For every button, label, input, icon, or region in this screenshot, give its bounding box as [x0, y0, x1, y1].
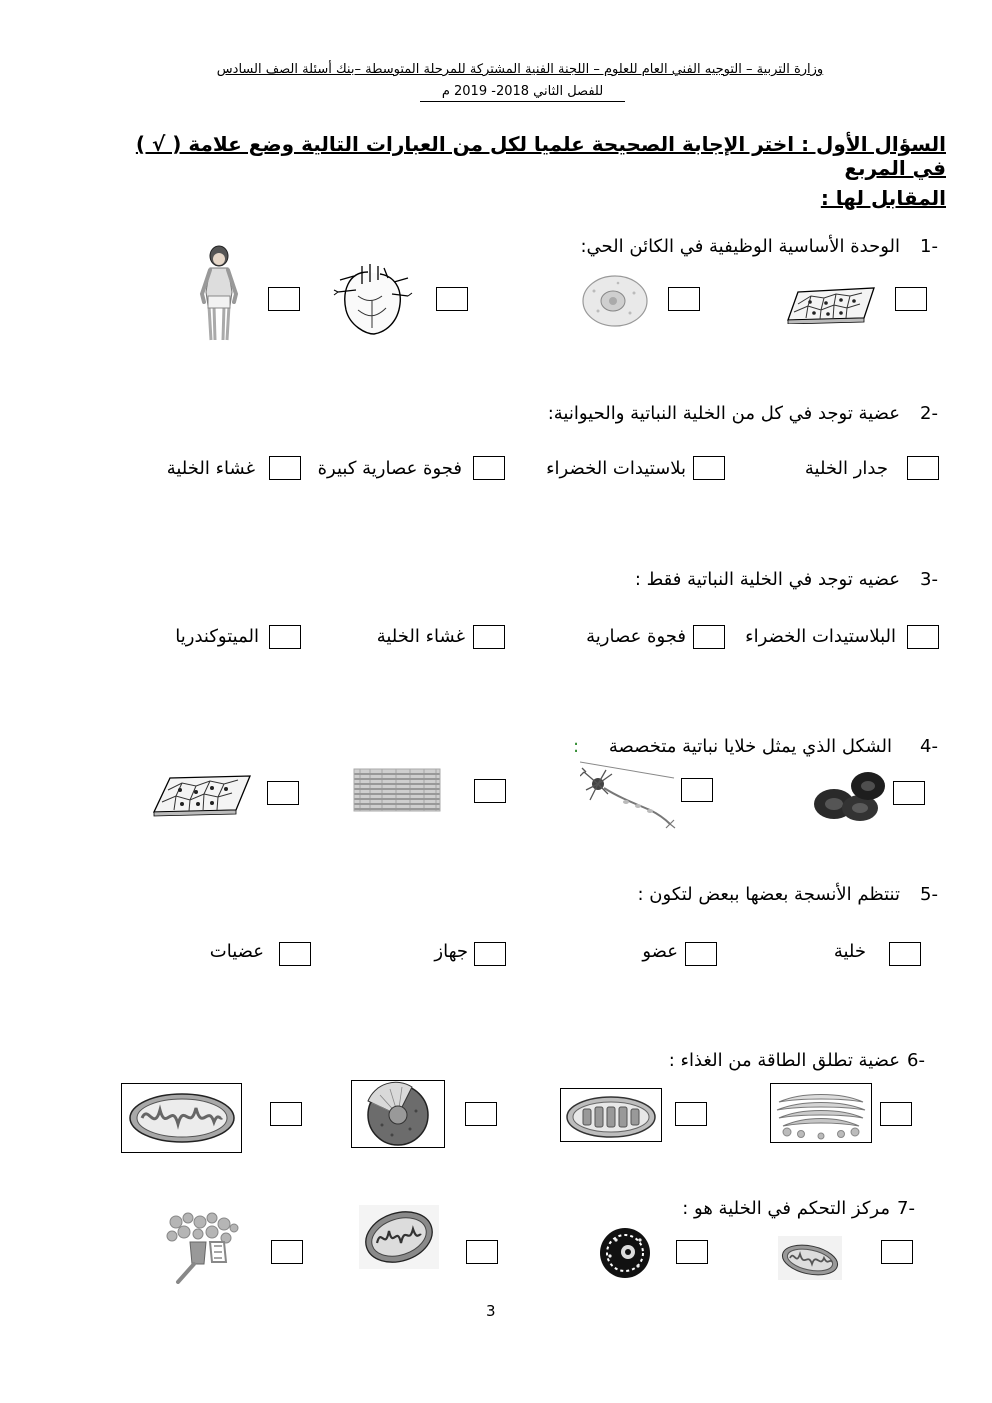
neuron-icon	[580, 760, 676, 830]
answer-checkbox[interactable]	[270, 1102, 302, 1126]
question-text: عضية تطلق الطاقة من الغذاء :	[668, 1050, 900, 1071]
golgi-vesicles-icon	[164, 1212, 244, 1284]
option-label: فجوة عصارية	[586, 626, 686, 647]
heart-icon	[328, 262, 414, 338]
tissue-sheet-icon	[152, 774, 252, 818]
tissue-sheet-icon	[786, 284, 876, 324]
answer-checkbox[interactable]	[268, 287, 300, 311]
answer-checkbox[interactable]	[880, 1102, 912, 1126]
animal-cell-icon	[580, 273, 650, 329]
answer-checkbox[interactable]	[895, 287, 927, 311]
answer-checkbox[interactable]	[271, 1240, 303, 1264]
nucleus-dark-icon	[598, 1226, 652, 1280]
golgi-apparatus-icon	[771, 1084, 871, 1142]
muscle-tissue-icon	[352, 765, 444, 815]
answer-checkbox[interactable]	[474, 779, 506, 803]
option-label: غشاء الخلية	[166, 458, 255, 479]
question-text: الوحدة الأساسية الوظيفية في الكائن الحي:	[580, 236, 900, 257]
option-label: عضيات	[209, 941, 264, 962]
answer-checkbox[interactable]	[685, 942, 717, 966]
answer-checkbox[interactable]	[269, 456, 301, 480]
option-label: الميتوكندريا	[175, 626, 259, 647]
figure-frame	[770, 1083, 872, 1143]
answer-checkbox[interactable]	[436, 287, 468, 311]
question-number: 4-	[920, 736, 938, 757]
nucleus-icon	[352, 1081, 444, 1147]
option-label: البلاستيدات الخضراء	[745, 626, 896, 647]
figure-frame	[121, 1083, 242, 1153]
section-title-line-1: السؤال الأول : اختر الإجابة الصحيحة علميا لكل من العبارات التالية وضع علامة ( √ ) في المربع	[135, 132, 946, 180]
red-blood-cells-icon	[812, 768, 888, 822]
answer-checkbox[interactable]	[269, 625, 301, 649]
answer-checkbox[interactable]	[675, 1102, 707, 1126]
answer-checkbox[interactable]	[693, 456, 725, 480]
answer-checkbox[interactable]	[676, 1240, 708, 1264]
question-text: مركز التحكم في الخلية هو :	[682, 1198, 890, 1219]
option-label: بلاستيدات الخضراء	[546, 458, 686, 479]
header-line-2: للفصل الثاني 2018- 2019 م	[420, 84, 625, 102]
option-label: جهاز	[434, 941, 468, 962]
figure-frame	[560, 1088, 662, 1142]
header-line-1: وزارة التربية – التوجيه الفني العام للعلوم – اللجنة الفنية المشتركة للمرحلة المتوسطة –بنك أسئلة الصف السادس	[216, 62, 824, 77]
mitochondrion-small-icon	[778, 1236, 842, 1280]
answer-checkbox[interactable]	[473, 456, 505, 480]
option-label: عضو	[642, 941, 678, 962]
answer-checkbox[interactable]	[668, 287, 700, 311]
option-label: غشاء الخلية	[376, 626, 465, 647]
answer-checkbox[interactable]	[466, 1240, 498, 1264]
answer-checkbox[interactable]	[474, 942, 506, 966]
question-colon: :	[573, 736, 580, 757]
answer-checkbox[interactable]	[473, 625, 505, 649]
question-number: 3-	[920, 569, 938, 590]
answer-checkbox[interactable]	[889, 942, 921, 966]
option-label: خلية	[833, 941, 866, 962]
question-text: عضية توجد في كل من الخلية النباتية والحيوانية:	[547, 403, 900, 424]
answer-checkbox[interactable]	[693, 625, 725, 649]
question-text: الشكل الذي يمثل خلايا نباتية متخصصة	[608, 736, 892, 757]
mitochondrion-cut-icon	[359, 1205, 439, 1269]
answer-checkbox[interactable]	[907, 456, 939, 480]
figure-frame	[351, 1080, 445, 1148]
question-number: 5-	[920, 884, 938, 905]
chloroplast-icon	[561, 1089, 661, 1141]
answer-checkbox[interactable]	[279, 942, 311, 966]
mitochondrion-icon	[122, 1084, 241, 1152]
page-number: 3	[486, 1302, 496, 1320]
question-text: عضيه توجد في الخلية النباتية فقط :	[634, 569, 900, 590]
answer-checkbox[interactable]	[465, 1102, 497, 1126]
question-number: 1-	[920, 236, 938, 257]
question-number: 7-	[897, 1198, 915, 1219]
question-text: تنتظم الأنسجة بعضها ببعض لتكون :	[637, 884, 900, 905]
question-number: 2-	[920, 403, 938, 424]
question-number: 6-	[907, 1050, 925, 1071]
answer-checkbox[interactable]	[681, 778, 713, 802]
human-body-icon	[196, 244, 242, 346]
answer-checkbox[interactable]	[893, 781, 925, 805]
option-label: فجوة عصارية كبيرة	[317, 458, 462, 479]
answer-checkbox[interactable]	[907, 625, 939, 649]
answer-checkbox[interactable]	[267, 781, 299, 805]
section-title-line-2: المقابل لها :	[820, 186, 946, 210]
answer-checkbox[interactable]	[881, 1240, 913, 1264]
option-label: جدار الخلية	[804, 458, 888, 479]
